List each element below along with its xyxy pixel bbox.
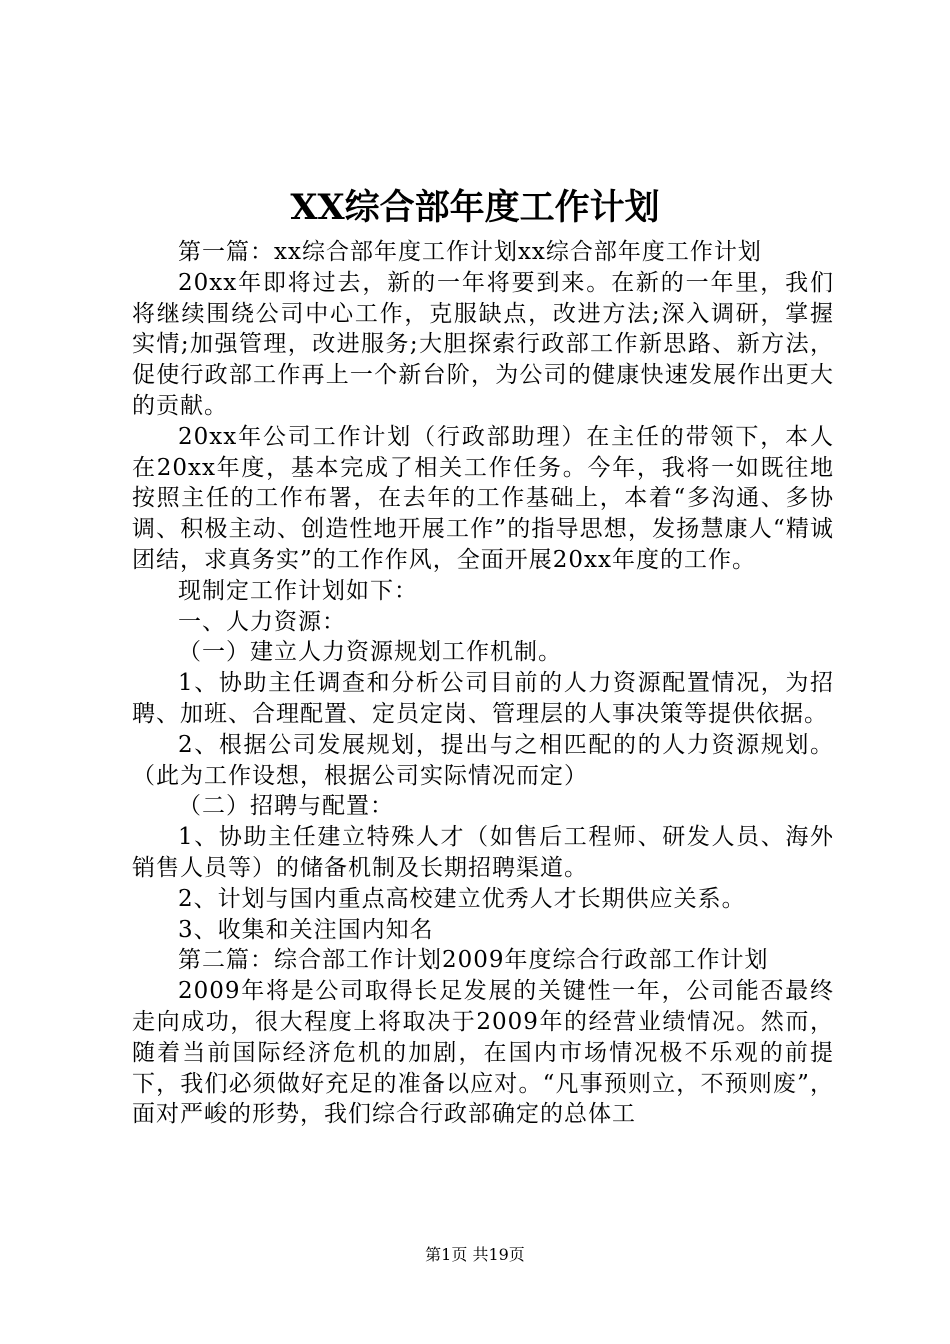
paragraph: （二）招聘与配置： [178, 793, 394, 820]
paragraph: 一、人力资源： [178, 608, 346, 635]
paragraph: 3、收集和关注国内知名 [178, 916, 434, 943]
paragraph: 20xx年公司工作计划（行政部助理）在主任的带领下，本人在20xx年度，基本完成了相关工作任务。今年，我将一如既往地按照主任的工作布署，在去年的工作基础上，本着“多沟通、多协调、积极主动、创造性地开展工作”的指导思想，发扬慧康人“精诚团结，求真务实”的工作作风，全面开展20xx年度的工作。 [132, 423, 834, 573]
paragraph: （一）建立人力资源规划工作机制。 [178, 639, 562, 666]
paragraph: 2009年将是公司取得长足发展的关键性一年，公司能否最终走向成功，很大程度上将取决于2009年的经营业绩情况。然而，随着当前国际经济危机的加剧，在国内市场情况极不乐观的前提下，我们必须做好充足的准备以应对。“凡事预则立，不预则废”，面对严峻的形势，我们综合行政部确定的总体工 [132, 978, 834, 1128]
paragraph: 1、协助主任建立特殊人才（如售后工程师、研发人员、海外销售人员等）的储备机制及长期招聘渠道。 [132, 824, 834, 881]
paragraph: 1、协助主任调查和分析公司目前的人力资源配置情况，为招聘、加班、合理配置、定员定岗、管理层的人事决策等提供依据。 [132, 670, 834, 727]
document-body [132, 237, 834, 1130]
paragraph: 2、计划与国内重点高校建立优秀人才长期供应关系。 [178, 885, 746, 912]
paragraph: 现制定工作计划如下： [178, 577, 418, 604]
paragraph: 20xx年即将过去，新的一年将要到来。在新的一年里，我们将继续围绕公司中心工作，克服缺点，改进方法;深入调研，掌握实情;加强管理，改进服务;大胆探索行政部工作新思路、新方法，促使行政部工作再上一个新台阶，为公司的健康快速发展作出更大的贡献。 [132, 269, 834, 419]
paragraph: 第二篇：综合部工作计划2009年度综合行政部工作计划 [178, 947, 769, 974]
page-footer: 第1页 共19页 [425, 1245, 525, 1264]
paragraph: 2、根据公司发展规划，提出与之相匹配的的人力资源规划。（此为工作设想，根据公司实际情况而定） [132, 731, 834, 789]
document-title: XX综合部年度工作计划 [290, 187, 660, 228]
paragraph: 第一篇：xx综合部年度工作计划xx综合部年度工作计划 [178, 239, 762, 265]
